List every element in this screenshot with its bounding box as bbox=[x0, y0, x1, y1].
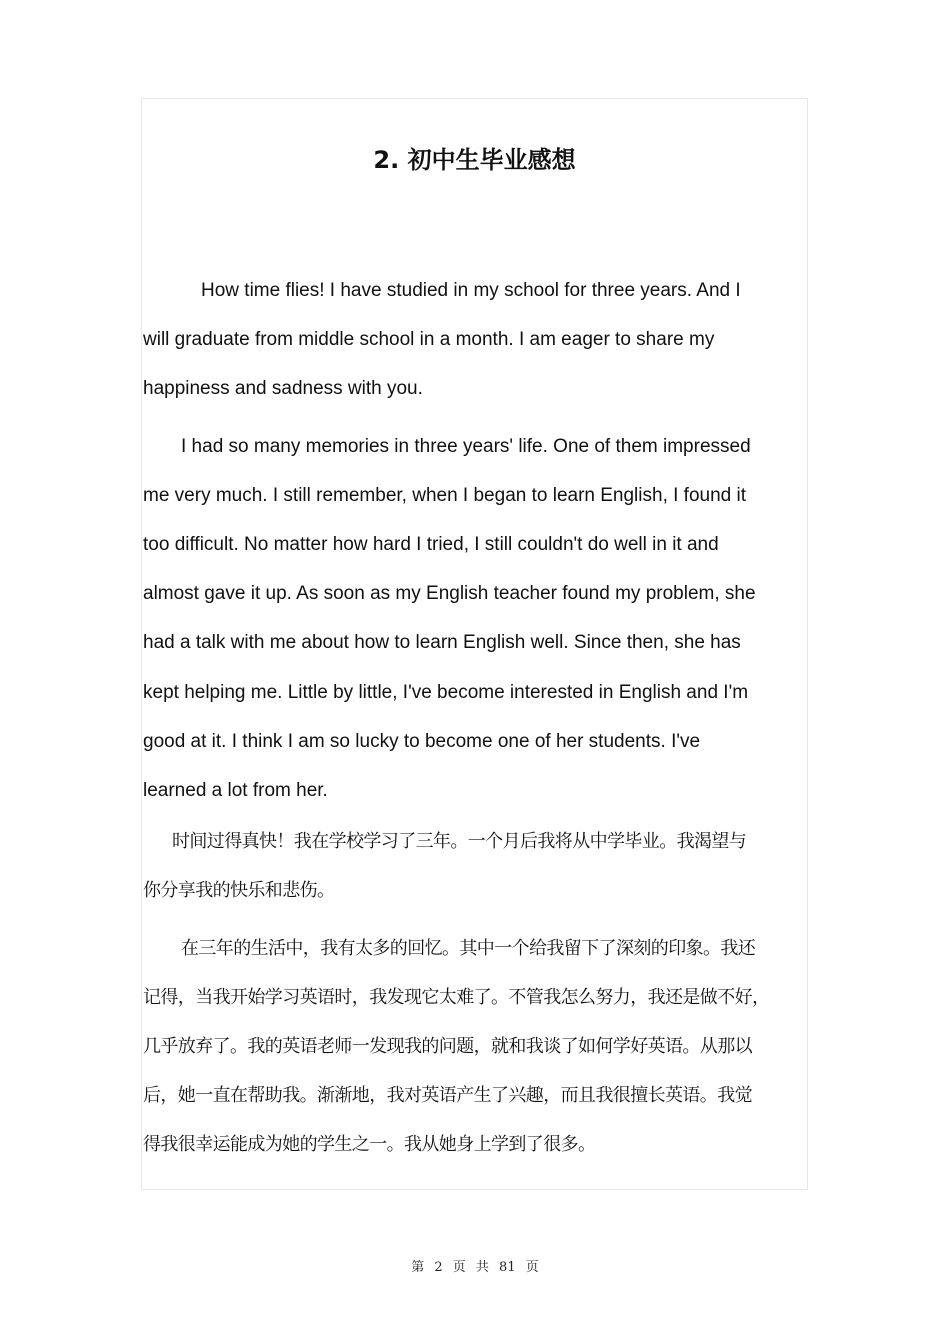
text-line: I had so many memories in three years' life. One of them impressed bbox=[181, 435, 751, 457]
text-line: learned a lot from her. bbox=[143, 780, 328, 802]
text-line: almost gave it up. As soon as my English teacher found my problem, she bbox=[143, 583, 756, 605]
english-paragraph-1 bbox=[143, 266, 813, 414]
text-line: me very much. I still remember, when I began to learn English, I found it bbox=[143, 484, 747, 506]
text-line: How time flies! I have studied in my school for three years. And I bbox=[201, 280, 741, 301]
document-title: 2. 初中生毕业感想 bbox=[373, 146, 576, 174]
text-line: too difficult. No matter how hard I tried, I still couldn't do well in it and bbox=[143, 534, 719, 556]
text-line: good at it. I think I am so lucky to become one of her students. I've bbox=[143, 730, 701, 752]
chinese-paragraph-1 bbox=[143, 817, 813, 915]
text-line: 几乎放弃了。我的英语老师一发现我的问题，就和我谈了如何学好英语。从那以 bbox=[143, 1036, 752, 1058]
text-line: 后，她一直在帮助我。渐渐地，我对英语产生了兴趣，而且我很擅长英语。我觉 bbox=[143, 1085, 752, 1107]
text-line: 在三年的生活中，我有太多的回忆。其中一个给我留下了深刻的印象。我还 bbox=[181, 937, 756, 959]
text-line: kept helping me. Little by little, I've become interested in English and I'm bbox=[143, 681, 749, 703]
text-line: 得我很幸运能成为她的学生之一。我从她身上学到了很多。 bbox=[143, 1134, 596, 1156]
text-line: 时间过得真快！我在学校学习了三年。一个月后我将从中学毕业。我渴望与 bbox=[172, 831, 747, 853]
english-paragraph-2 bbox=[143, 422, 813, 816]
page-number-footer: 第 2 页 共 81 页 bbox=[411, 1260, 539, 1275]
text-line: happiness and sadness with you. bbox=[143, 378, 423, 400]
text-line: 你分享我的快乐和悲伤。 bbox=[143, 880, 335, 902]
text-line: had a talk with me about how to learn English well. Since then, she has bbox=[143, 632, 741, 654]
document-body bbox=[143, 266, 813, 1170]
chinese-paragraph-2 bbox=[143, 924, 813, 1170]
text-line: 记得，当我开始学习英语时，我发现它太难了。不管我怎么努力，我还是做不好， bbox=[143, 986, 770, 1008]
text-line: will graduate from middle school in a month. I am eager to share my bbox=[143, 329, 715, 351]
